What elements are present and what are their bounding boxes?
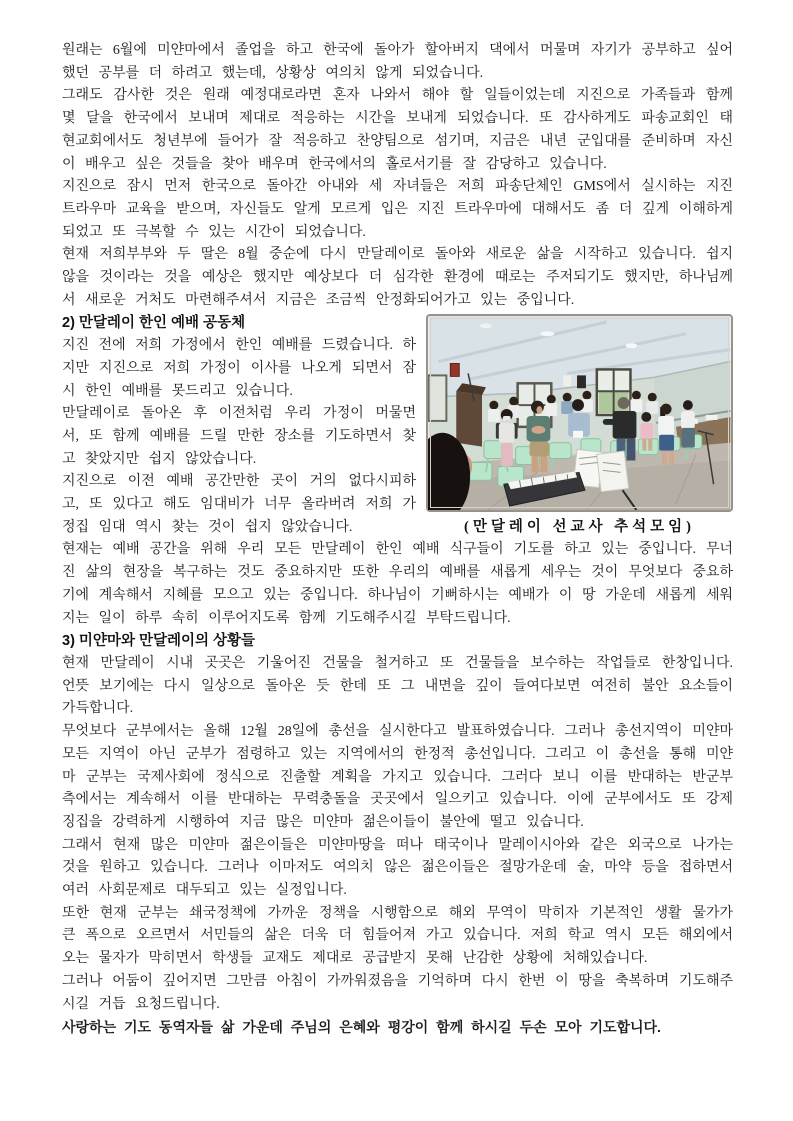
section2-paragraph-1: 지진 전에 저희 가정에서 한인 예배를 드렸습니다. 하지만 지진으로 저희 가정이 이사를 나오게 되면서 잠시 한인 예배를 못드리고 있습니다.	[62, 338, 417, 399]
gathering-photo	[428, 316, 731, 510]
section3-paragraph-4: 또한 현재 군부는 쇄국정책에 가까운 정책을 시행함으로 해외 무역이 막히자 기본적인 생활 물가가 큰 폭으로 오르면서 서민들의 삶은 더욱 더 힘들어져 가고 있습니다. 저희 학교 역시 모든 해외에서 오는 물자가 막히면서 학생들 교재도 제대로 공급받지 못해 난감한 상황에 처해있습니다.	[62, 905, 733, 967]
intro-paragraph-2: 그래도 감사한 것은 원래 예정대로라면 혼자 나와서 해야 할 일들이었는데 지진으로 가족들과 함께 몇 달을 한국에서 보내며 제대로 적응하는 시간을 보내게 되었습니다. 또 감사하게도 파송교회인 태현교회에서도 청년부에 들어가 잘 적응하고 찬양팀으로 섬기며, 지금은 내년 군입대를 준비하며 자신이 배우고 싶은 것들을 찾아 배우며 한국에서의 홀로서기를 잘 감당하고 있습니다.	[62, 88, 733, 172]
section2-paragraph-3: 지진으로 이전 예배 공간만한 곳이 거의 없다시피하고, 또 있다고 해도 임대비가 너무 올라버려 저희 가정집 임대 역시 찾는 것이 쉽지 않았습니다.	[62, 474, 416, 535]
section2-paragraph-after-photo: 현재는 예배 공간을 위해 우리 모든 만달레이 한인 예배 식구들이 기도를 하고 있는 중입니다. 무너진 삶의 현장을 복구하는 것도 중요하지만 또한 우리의 예배를 새롭게 세우는 것이 무엇보다 중요하기에 계속해서 지혜를 모으고 있는 중입니다. 하나님이 기뻐하시는 예배가 이 땅 가운데 새롭게 세워지는 일이 하루 속히 이루어지도록 함께 기도해주시길 부탁드립니다.	[62, 542, 733, 626]
section3-paragraph-3: 그래서 현재 많은 미얀마 젊은이들은 미얀마땅을 떠나 태국이나 말레이시아와 같은 외국으로 나가는 것을 원하고 있습니다. 그러나 이마저도 여의치 않은 젊은이들은 절망가운데 술, 마약 등을 접하면서 여러 사회문제로 대두되고 있는 실정입니다.	[62, 837, 733, 899]
section2-paragraph-2: 만달레이로 돌아온 후 이전처럼 우리 가정이 머물면서, 또 함께 예배를 드릴 만한 장소를 기도하면서 찾고 찾았지만 쉽지 않았습니다.	[62, 406, 416, 467]
section3-paragraph-1: 현재 만달레이 시내 곳곳은 기울어진 건물을 철거하고 또 건물들을 보수하는 작업들로 한창입니다. 언뜻 보기에는 다시 일상으로 돌아온 듯 한데 또 그 내면을 깊이 들여다보면 여전히 불안 요소들이 가득합니다.	[62, 655, 733, 717]
intro-paragraph-4: 현재 저희부부와 두 딸은 8월 중순에 다시 만달레이로 돌아와 새로운 삶을 시작하고 있습니다. 쉽지 않을 것이라는 것을 예상은 했지만 예상보다 더 심각한 환경에 때로는 주저되기도 했지만, 하나님께서 새로운 거처도 마련해주셔서 지금은 조금씩 안정화되어가고 있는 중입니다.	[62, 247, 733, 308]
photo-caption: (만달레이 선교사 추석모임)	[464, 519, 695, 536]
section-myanmar-situation	[62, 630, 733, 1039]
intro-paragraph-3: 지진으로 잠시 먼저 한국으로 돌아간 아내와 세 자녀들은 저희 파송단체인 GMS에서 실시하는 지진 트라우마 교육을 받으며, 자신들도 알게 모르게 입은 지진 트라우마에 대해서도 좀 더 깊게 이해하게 되었고 또 극복할 수 있는 시간이 되었습니다.	[62, 179, 733, 240]
section3-heading: 3) 미얀마와 만달레이의 상황들	[62, 633, 256, 650]
section-worship-community	[62, 312, 733, 630]
closing-blessing-line: 사랑하는 기도 동역자들 삶 가운데 주님의 은혜와 평강이 함께 하시길 두손 모아 기도합니다.	[62, 1019, 661, 1036]
photo-figure	[426, 314, 733, 537]
intro-paragraph-1: 원래는 6월에 미얀마에서 졸업을 하고 한국에 돌아가 할아버지 댁에서 머물며 자기가 공부하고 싶어했던 공부를 더 하려고 했는데, 상황상 여의치 않게 되었습니다.	[62, 43, 733, 81]
section3-paragraph-5: 그러나 어둠이 깊어지면 그만큼 아침이 가까워졌음을 기억하며 다시 한번 이 땅을 축복하며 기도해주시길 거듭 요청드립니다.	[62, 973, 733, 1012]
photo-frame	[426, 314, 733, 512]
section3-paragraph-2: 무엇보다 군부에서는 올해 12월 28일에 총선을 실시한다고 발표하였습니다. 그러나 총선지역이 미얀마 모든 지역이 아닌 군부가 점령하고 있는 지역에서의 한정적 총선입니다. 그리고 이 총선을 통해 미얀마 군부는 국제사회에 정식으로 진출할 계획을 가지고 있습니다. 그러다 보니 이를 반대하는 반군부측에서는 계속해서 이를 반대하는 무력충돌을 곳곳에서 일으키고 있습니다. 이에 군부에서도 또 강제징집을 강력하게 시행하여 지금 많은 미얀마 젊은이들이 불안에 떨고 있습니다.	[62, 724, 733, 830]
section2-heading: 2) 만달레이 한인 예배 공동체	[62, 315, 246, 332]
